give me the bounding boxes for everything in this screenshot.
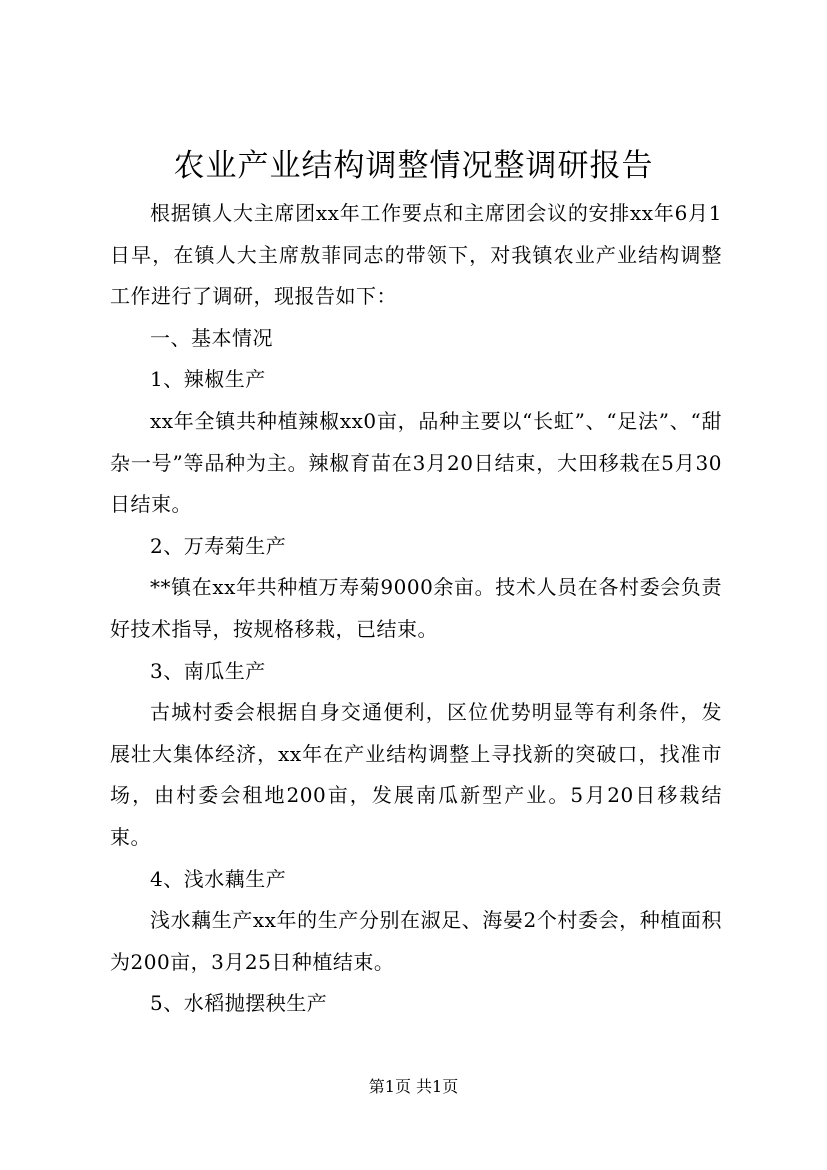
document-body bbox=[110, 193, 722, 1025]
paragraph-chili-production: xx年全镇共种植辣椒xx0亩，品种主要以“长虹”、“足法”、“甜杂一号”等品种为主。辣椒育苗在3月20日结束，大田移栽在5月30日结束。 bbox=[110, 408, 722, 517]
subheading-chili-production: 1、辣椒生产 bbox=[150, 367, 266, 392]
subheading-rice-production: 5、水稻抛摆秧生产 bbox=[150, 991, 328, 1016]
intro-paragraph: 根据镇人大主席团xx年工作要点和主席团会议的安排xx年6月1日早，在镇人大主席敖菲同志的带领下，对我镇农业产业结构调整工作进行了调研，现报告如下： bbox=[110, 201, 722, 309]
paragraph-marigold-production: **镇在xx年共种植万寿菊9000余亩。技术人员在各村委会负责好技术指导，按规格移栽，已结束。 bbox=[110, 575, 722, 641]
paragraph-lotus-root-production: 浅水藕生产xx年的生产分别在淑足、海晏2个村委会，种植面积为200亩，3月25日种植结束。 bbox=[110, 908, 722, 974]
page-number-footer: 第1页 共1页 bbox=[368, 1077, 459, 1096]
paragraph-pumpkin-production: 古城村委会根据自身交通便利，区位优势明显等有利条件，发展壮大集体经济，xx年在产业结构调整上寻找新的突破口，找准市场，由村委会租地200亩，发展南瓜新型产业。5月20日移栽结束。 bbox=[110, 700, 722, 849]
subheading-pumpkin-production: 3、南瓜生产 bbox=[150, 658, 266, 683]
subheading-lotus-root-production: 4、浅水藕生产 bbox=[150, 866, 287, 891]
section-heading-basic-situation: 一、基本情况 bbox=[150, 325, 273, 350]
document-title: 农业产业结构调整情况整调研报告 bbox=[173, 148, 654, 184]
subheading-marigold-production: 2、万寿菊生产 bbox=[150, 533, 287, 558]
